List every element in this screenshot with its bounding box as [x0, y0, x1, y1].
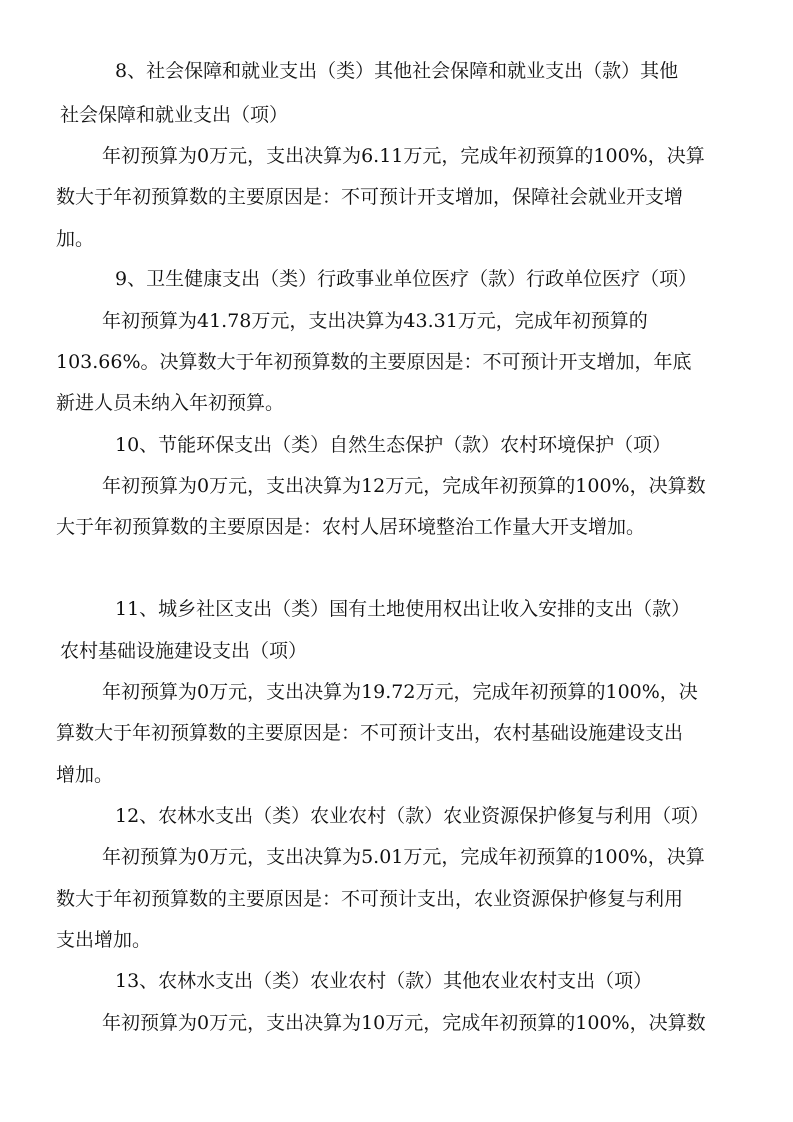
section-13-body-line-1: 年初预算为0万元，支出决算为10万元，完成年初预算的100%，决算数	[102, 1012, 706, 1034]
section-9-body-line-3: 新进人员未纳入年初预算。	[56, 392, 285, 414]
section-10-heading: 10、节能环保支出（类）自然生态保护（款）农村环境保护（项）	[115, 434, 672, 456]
section-11-body-line-2: 算数大于年初预算数的主要原因是：不可预计支出，农村基础设施建设支出	[56, 722, 684, 744]
section-13-heading: 13、农林水支出（类）农业农村（款）其他农业农村支出（项）	[115, 970, 653, 992]
section-10-body-line-1: 年初预算为0万元，支出决算为12万元，完成年初预算的100%，决算数	[102, 475, 706, 497]
section-8-heading-line-1: 8、社会保障和就业支出（类）其他社会保障和就业支出（款）其他	[115, 60, 679, 82]
section-11-body-line-3: 增加。	[56, 764, 114, 786]
section-9-body-line-2: 103.66%。决算数大于年初预算数的主要原因是：不可预计开支增加，年底	[56, 351, 692, 373]
section-8-heading-line-2: 社会保障和就业支出（项）	[60, 104, 289, 126]
section-11-body-line-1: 年初预算为0万元，支出决算为19.72万元，完成年初预算的100%，决	[102, 681, 698, 703]
section-9-body-line-1: 年初预算为41.78万元，支出决算为43.31万元，完成年初预算的	[102, 310, 648, 332]
section-12-body-line-2: 数大于年初预算数的主要原因是：不可预计支出，农业资源保护修复与利用	[56, 888, 684, 910]
section-11-heading-line-1: 11、城乡社区支出（类）国有土地使用权出让收入安排的支出（款）	[115, 598, 691, 620]
section-11-heading-line-2: 农村基础设施建设支出（项）	[60, 640, 308, 662]
section-8-body-line-1: 年初预算为0万元，支出决算为6.11万元，完成年初预算的100%，决算	[102, 145, 705, 167]
section-8-body-line-3: 加。	[56, 228, 95, 250]
section-12-heading: 12、农林水支出（类）农业农村（款）农业资源保护修复与利用（项）	[115, 805, 710, 827]
section-10-body-line-2: 大于年初预算数的主要原因是：农村人居环境整治工作量大开支增加。	[56, 516, 646, 538]
section-9-heading: 9、卫生健康支出（类）行政事业单位医疗（款）行政单位医疗（项）	[115, 268, 698, 290]
section-12-body-line-1: 年初预算为0万元，支出决算为5.01万元，完成年初预算的100%，决算	[102, 846, 705, 868]
section-8-body-line-2: 数大于年初预算数的主要原因是：不可预计开支增加，保障社会就业开支增	[56, 186, 684, 208]
section-12-body-line-3: 支出增加。	[56, 929, 152, 951]
